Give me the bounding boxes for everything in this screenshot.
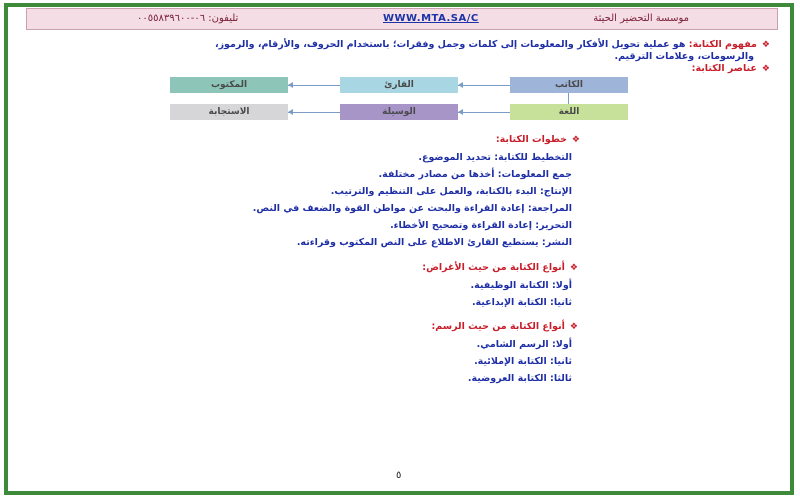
steps-title: خطوات الكتابة: (495, 134, 567, 145)
arrow-left-icon (288, 109, 293, 115)
types-drawing-title-line (432, 321, 579, 332)
arrow-left-icon (458, 109, 463, 115)
connector-line (288, 112, 340, 113)
diamond-bullet-icon: ❖ (571, 135, 580, 145)
diamond-bullet-icon: ❖ (569, 263, 578, 273)
types-purpose-title: أنواع الكتابة من حيث الأغراض: (422, 262, 565, 273)
arrow-left-icon (288, 82, 293, 88)
page-header (26, 8, 778, 30)
steps-title-line (496, 134, 580, 145)
types-purpose-title-line (422, 262, 578, 273)
diamond-bullet-icon: ❖ (569, 322, 578, 332)
step-item: الإنتاج: البدء بالكتابة، والعمل على التنظيم والترتيب. (330, 186, 572, 197)
element-box-language: اللغة (510, 104, 628, 120)
diamond-bullet-icon: ❖ (761, 64, 770, 74)
element-box-reader: القارئ (340, 77, 458, 93)
connector-line (568, 93, 569, 104)
header-website-link[interactable]: WWW.MTA.SA/C (383, 13, 479, 24)
step-item: جمع المعلومات: أخذها من مصادر مختلفة. (378, 169, 572, 180)
concept-title: مفهوم الكتابة: (688, 39, 757, 50)
connector-line (458, 85, 510, 86)
concept-text-2: والرسومات، وعلامات الترقيم. (614, 51, 754, 62)
page-number: ٥ (396, 470, 402, 481)
connector-line (288, 85, 340, 86)
header-phone: تليفون: ٠٦-٠٠٥٥٨٣٩٦٠٠ (137, 13, 239, 24)
connector-line (458, 112, 510, 113)
concept-line-1 (215, 39, 770, 50)
step-item: التخطيط للكتابة: تحديد الموضوع. (418, 152, 572, 163)
types-drawing-title: أنواع الكتابة من حيث الرسم: (431, 321, 565, 332)
arrow-left-icon (458, 82, 463, 88)
types-purpose-item: ثانيا: الكتابة الإبداعية. (471, 297, 572, 308)
types-drawing-item: أولا: الرسم الشامي. (476, 339, 572, 350)
types-drawing-item: ثالثا: الكتابة العروضية. (467, 373, 572, 384)
types-purpose-item: أولا: الكتابة الوظيفية. (470, 280, 572, 291)
step-item: النشر: يستطيع القارئ الاطلاع على النص المكتوب وقراءته. (296, 237, 572, 248)
element-box-medium: الوسيلة (340, 104, 458, 120)
element-box-writer: الكاتب (510, 77, 628, 93)
elements-title-line (692, 63, 770, 74)
types-drawing-item: ثانيا: الكتابة الإملائية. (474, 356, 572, 367)
step-item: المراجعة: إعادة القراءة والبحث عن مواطن القوة والضعف في النص. (252, 203, 572, 214)
element-box-response: الاستجابة (170, 104, 288, 120)
element-box-written: المكتوب (170, 77, 288, 93)
concept-text-1: هو عملية تحويل الأفكار والمعلومات إلى كلمات وجمل وفقرات؛ باستخدام الحروف، والأرقام، والرموز، (214, 39, 686, 50)
diamond-bullet-icon: ❖ (761, 40, 770, 50)
elements-title: عناصر الكتابة: (691, 63, 757, 74)
header-organization: موسسة التحضير الحيثة (593, 13, 689, 24)
step-item: التحرير: إعادة القراءة وتصحيح الأخطاء. (390, 220, 572, 231)
